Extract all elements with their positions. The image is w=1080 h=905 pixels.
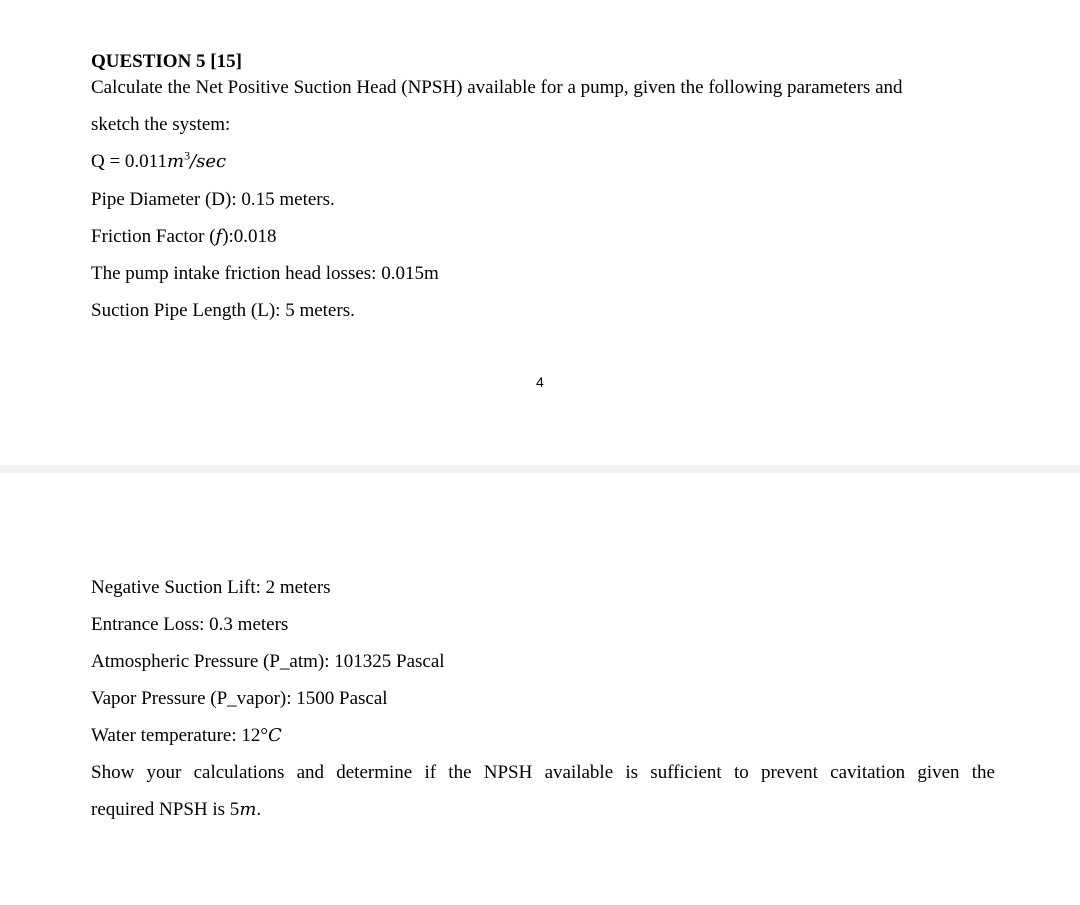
question-title: QUESTION 5 [15] <box>91 51 242 72</box>
friction-factor-symbol: f <box>215 226 223 247</box>
required-npsh-prefix: required NPSH is 5 <box>91 799 240 820</box>
required-npsh-suffix: . <box>256 799 262 820</box>
vapor-pressure-line: Vapor Pressure (P_vapor): 1500 Pascal <box>91 688 388 709</box>
water-temperature-line <box>91 725 282 747</box>
question-intro-line-1: Calculate the Net Positive Suction Head (NPSH) available for a pump, given the following parameters and <box>91 77 903 98</box>
friction-factor-line <box>91 226 277 248</box>
closing-instruction-line-1: Show your calculations and determine if the NPSH available is sufficient to prevent cavitation given the <box>91 762 995 783</box>
entrance-loss-line: Entrance Loss: 0.3 meters <box>91 614 289 635</box>
flow-rate-unit-exponent: 3 <box>184 148 191 163</box>
pipe-diameter-line: Pipe Diameter (D): 0.15 meters. <box>91 189 335 210</box>
flow-rate-unit-tail: /sec <box>190 151 227 172</box>
flow-rate-line <box>91 148 227 173</box>
friction-factor-prefix: Friction Factor ( <box>91 226 216 247</box>
required-npsh-unit: m <box>239 799 257 820</box>
atmospheric-pressure-line: Atmospheric Pressure (P_atm): 101325 Pascal <box>91 651 445 672</box>
page-separator <box>0 465 1080 473</box>
flow-rate-prefix: Q = 0.011 <box>91 151 167 172</box>
friction-factor-suffix: ):0.018 <box>222 226 277 247</box>
flow-rate-unit-base: m <box>166 151 185 172</box>
question-intro-line-2: sketch the system: <box>91 114 231 135</box>
water-temperature-unit: C <box>267 725 282 746</box>
page-number: 4 <box>536 374 544 390</box>
suction-lift-line: Negative Suction Lift: 2 meters <box>91 577 331 598</box>
water-temperature-prefix: Water temperature: 12° <box>91 725 268 746</box>
closing-instruction-line-2 <box>91 799 261 821</box>
document-page-bottom <box>0 473 1080 905</box>
intake-losses-line: The pump intake friction head losses: 0.015m <box>91 263 439 284</box>
pipe-length-line: Suction Pipe Length (L): 5 meters. <box>91 300 355 321</box>
